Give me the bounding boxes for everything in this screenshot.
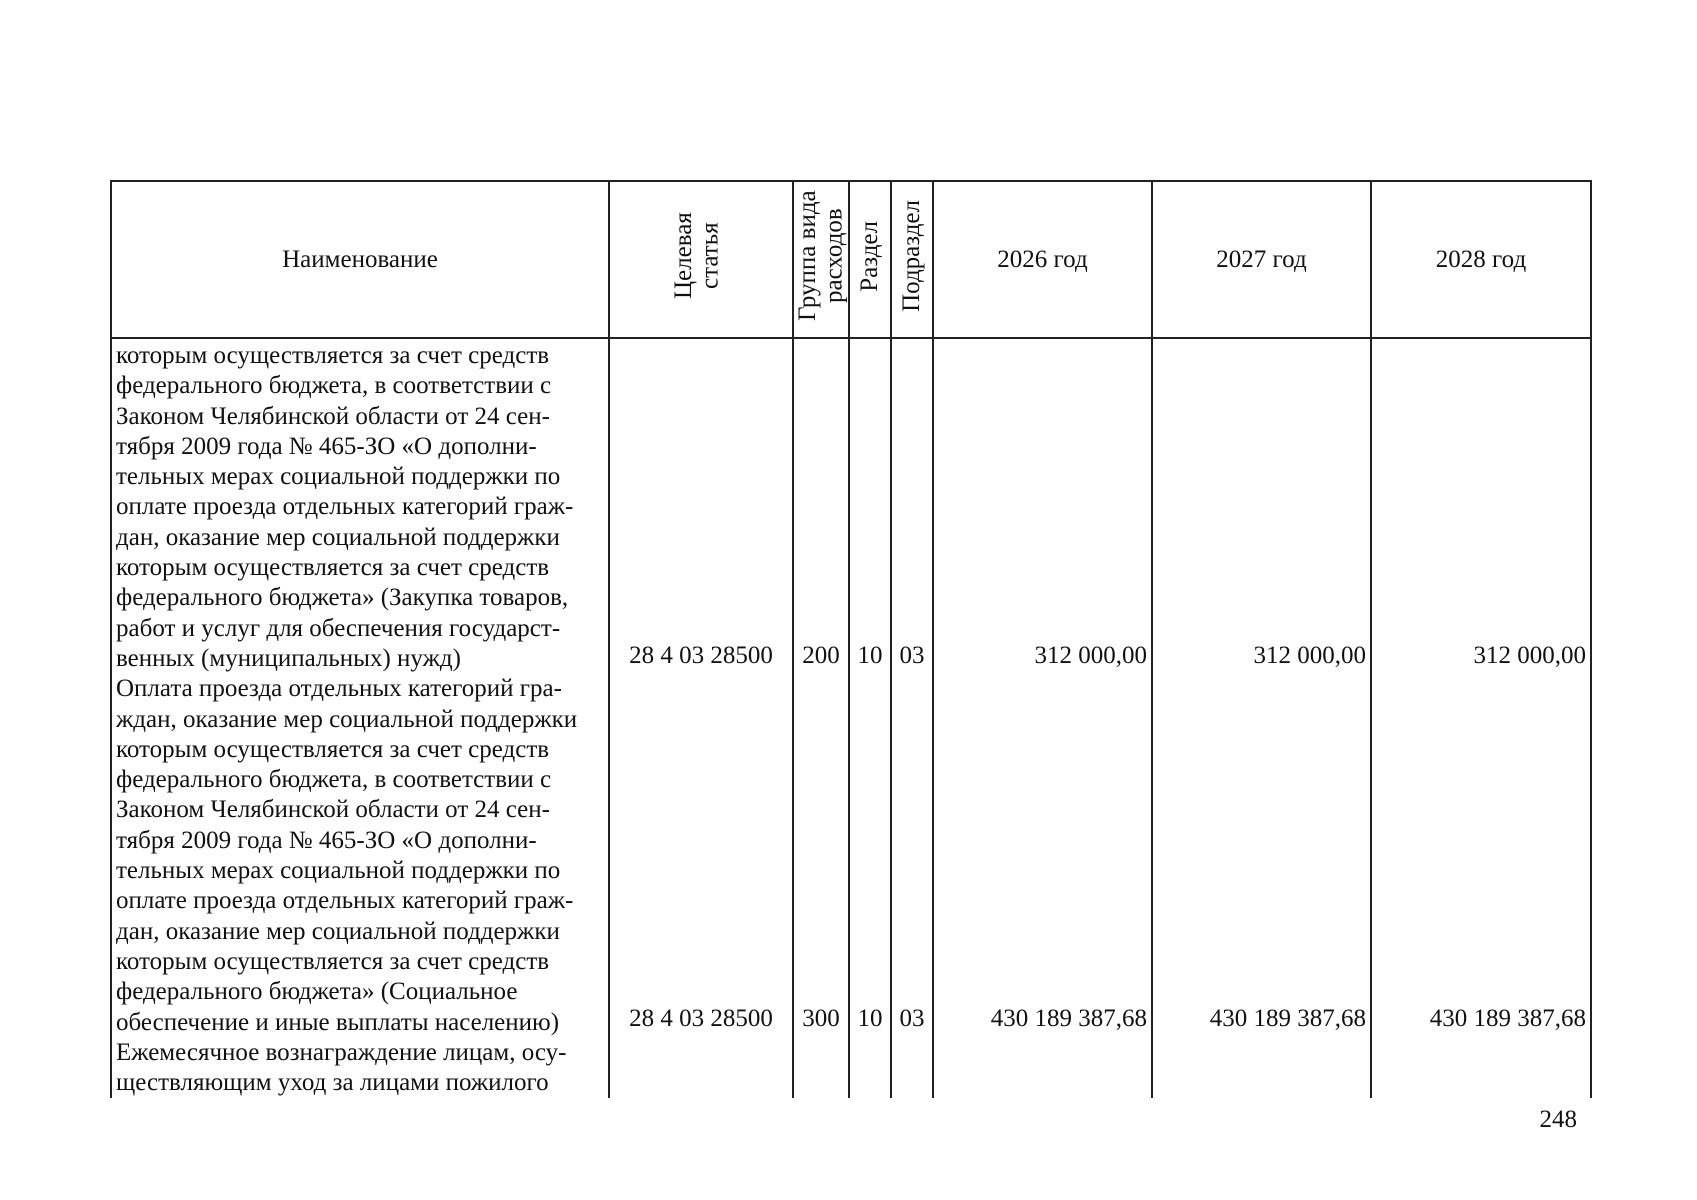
name-line: федерального бюджета» (Социальное: [116, 978, 518, 1006]
name-line: федерального бюджета» (Закупка товаров,: [116, 584, 569, 612]
header-2026: 2026 год: [933, 181, 1152, 338]
page-number: 248: [1539, 1106, 1577, 1133]
row-2-2026: 430 189 387,68: [990, 1005, 1147, 1033]
name-line: Законом Челябинской области от 24 сен-: [116, 402, 550, 430]
header-target-article: [609, 181, 793, 338]
row-2-2028: 430 189 387,68: [1429, 1005, 1586, 1033]
header-target-article-label: Целевая статья: [670, 212, 724, 300]
header-subsection: [891, 181, 933, 338]
header-expense-group: [793, 181, 849, 338]
year-2026-cell: [933, 338, 1152, 1098]
row-1-2027: 312 000,00: [1253, 642, 1366, 669]
name-line: Ежемесячное вознаграждение лицам, осу-: [116, 1038, 567, 1066]
name-line: которым осуществляется за счет средств: [116, 342, 550, 369]
row-1-2028: 312 000,00: [1473, 642, 1586, 669]
name-line: тября 2009 года № 465-ЗО «О дополни-: [116, 432, 537, 460]
header-2027: 2027 год: [1152, 181, 1371, 338]
target-article-cell: [609, 338, 793, 1098]
subsection-cell: [891, 338, 933, 1098]
year-2027-cell: [1152, 338, 1371, 1098]
section-cell: [849, 338, 891, 1098]
row-1-section: 10: [857, 642, 883, 669]
name-line: ждан, оказание мер социальной поддержки: [116, 705, 578, 733]
header-row: [111, 181, 1591, 338]
row-1-subsection: 03: [899, 642, 925, 669]
name-line: обеспечение и иные выплаты населению): [116, 1008, 560, 1036]
name-line: тельных мерах социальной поддержки по: [116, 463, 561, 491]
name-cell: [111, 338, 609, 1098]
header-section-label: Раздел: [855, 220, 883, 292]
name-line: работ и услуг для обеспечения государст-: [116, 614, 561, 642]
name-line: тельных мерах социальной поддержки по: [116, 857, 561, 885]
row-2-expense-group: 300: [802, 1005, 840, 1033]
row-2-subsection: 03: [899, 1005, 925, 1033]
row-2-section: 10: [857, 1005, 883, 1033]
row-2-target-article: 28 4 03 28500: [629, 1005, 773, 1033]
name-line: дан, оказание мер социальной поддержки: [116, 917, 560, 945]
row-3-name: [116, 1038, 604, 1099]
name-line: ществляющим уход за лицами пожилого: [116, 1069, 549, 1097]
year-2028-cell: [1371, 338, 1591, 1098]
name-line: венных (муниципальных) нужд): [116, 644, 461, 672]
row-1-name: [116, 341, 604, 674]
header-name: Наименование: [111, 181, 609, 338]
header-section: [849, 181, 891, 338]
budget-table: [110, 180, 1592, 1098]
header-expense-group-label: Группа вида расходов: [794, 190, 848, 322]
row-1-expense-group: 200: [802, 642, 840, 669]
name-line: которым осуществляется за счет средств: [116, 554, 550, 582]
name-line: федерального бюджета, в соответствии с: [116, 372, 552, 400]
name-line: федерального бюджета, в соответствии с: [116, 766, 552, 794]
header-subsection-label: Подраздел: [897, 200, 925, 312]
name-line: Законом Челябинской области от 24 сен-: [116, 796, 550, 824]
name-line: тября 2009 года № 465-ЗО «О дополни-: [116, 826, 537, 854]
header-2028: 2028 год: [1371, 181, 1591, 338]
name-line: Оплата проезда отдельных категорий гра-: [116, 675, 562, 703]
row-2-name: [116, 674, 604, 1038]
name-line: дан, оказание мер социальной поддержки: [116, 523, 560, 551]
table-row: [111, 338, 1591, 1098]
row-1-2026: 312 000,00: [1034, 642, 1147, 669]
name-line: которым осуществляется за счет средств: [116, 947, 550, 975]
row-2-2027: 430 189 387,68: [1209, 1005, 1366, 1033]
name-line: оплате проезда отдельных категорий граж-: [116, 887, 574, 915]
expense-group-cell: [793, 338, 849, 1098]
name-line: которым осуществляется за счет средств: [116, 735, 550, 763]
row-1-target-article: 28 4 03 28500: [629, 642, 773, 669]
name-line: оплате проезда отдельных категорий граж-: [116, 493, 574, 521]
